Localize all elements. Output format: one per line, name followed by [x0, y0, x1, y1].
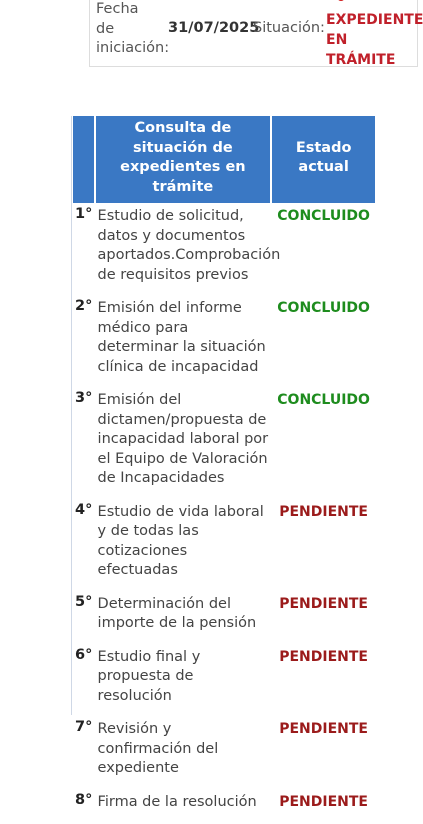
table-row: [73, 205, 375, 295]
table-row: [73, 389, 375, 499]
step-number: 8°: [75, 791, 93, 808]
step-state: CONCLUIDO: [277, 208, 370, 224]
status-summary-card: [89, 0, 423, 68]
step-description: Determinación del importe de la pensión: [97, 595, 257, 631]
step-state: CONCLUIDO: [277, 300, 370, 316]
table-row: [73, 593, 375, 644]
table-row: [73, 297, 375, 387]
step-state: PENDIENTE: [279, 503, 368, 520]
status-label: Situación:: [253, 20, 325, 36]
table-row: [73, 501, 375, 591]
header-estado: Estado actual: [272, 116, 375, 203]
table-row: [73, 646, 375, 717]
red-marker-shape: [337, 0, 345, 1]
table-row: [73, 718, 375, 789]
step-state: PENDIENTE: [279, 793, 368, 810]
start-date-value: 31/07/2025: [168, 20, 260, 36]
step-description: Emisión del dictamen/propuesta de incapacidad laboral por el Equipo de Valoración de Incapacidades: [97, 392, 269, 486]
step-description: Estudio de vida laboral y de todas las cotizaciones efectuadas: [97, 503, 264, 578]
start-date-label: Fecha de iniciación:: [96, 1, 170, 56]
step-state: PENDIENTE: [279, 648, 368, 665]
step-number: 4°: [75, 501, 93, 518]
step-description: Revisión y confirmación del expediente: [97, 721, 219, 776]
header-num-cell: [73, 116, 94, 203]
step-description: Estudio final y propuesta de resolución: [97, 648, 201, 704]
step-number: 6°: [75, 646, 93, 663]
expediente-steps-table: [71, 114, 377, 824]
step-number: 3°: [75, 390, 93, 406]
step-number: 5°: [75, 593, 93, 610]
table-header-row: [73, 116, 375, 203]
step-number: 7°: [75, 719, 93, 735]
step-description: Estudio de solicitud, datos y documentos aportados.Comprobación de requisitos previos: [97, 208, 281, 283]
header-consulta: Consulta de situación de expedientes en trámite: [96, 116, 271, 203]
step-state: PENDIENTE: [279, 595, 368, 612]
step-number: 1°: [75, 206, 93, 222]
step-description: Emisión del informe médico para determinar la situación clínica de incapacidad: [97, 300, 266, 375]
step-description: Firma de la resolución: [97, 793, 257, 810]
table-row: [73, 791, 375, 823]
step-number: 2°: [75, 298, 93, 314]
step-state: PENDIENTE: [279, 721, 368, 737]
status-value: EXPEDIENTE EN TRÁMITE: [326, 12, 423, 68]
step-state: CONCLUIDO: [277, 392, 370, 408]
